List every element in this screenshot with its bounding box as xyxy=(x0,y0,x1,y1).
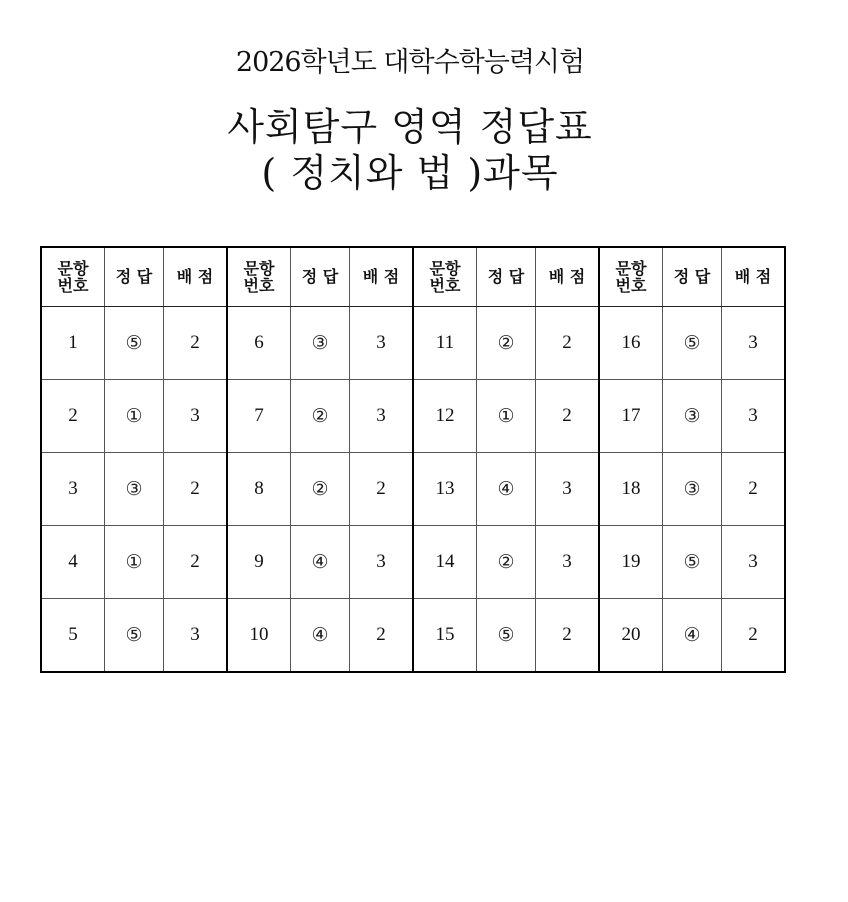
points: 2 xyxy=(536,599,600,673)
header-number: 문항 번호 xyxy=(599,247,663,307)
question-number: 14 xyxy=(413,526,477,599)
table-row xyxy=(41,526,785,599)
question-number: 5 xyxy=(41,599,105,673)
header-points: 배 점 xyxy=(164,247,228,307)
table-row xyxy=(41,307,785,380)
question-number: 9 xyxy=(227,526,291,599)
sheet-title: 사회탐구 영역 정답표 xyxy=(227,105,593,149)
points: 2 xyxy=(722,453,786,526)
question-number: 16 xyxy=(599,307,663,380)
correct-answer: ④ xyxy=(477,453,536,526)
points: 3 xyxy=(722,307,786,380)
points: 3 xyxy=(350,380,414,453)
points: 2 xyxy=(536,380,600,453)
correct-answer: ② xyxy=(291,380,350,453)
header-answer: 정 답 xyxy=(663,247,722,307)
question-number: 13 xyxy=(413,453,477,526)
exam-name: 2026학년도 대학수학능력시험 xyxy=(235,47,585,78)
header-answer: 정 답 xyxy=(291,247,350,307)
points: 3 xyxy=(350,526,414,599)
points: 3 xyxy=(722,380,786,453)
question-number: 17 xyxy=(599,380,663,453)
subject-line: ( 정치와 법 )과목 xyxy=(261,151,559,195)
header-answer: 정 답 xyxy=(105,247,164,307)
table-row xyxy=(41,599,785,673)
question-number: 19 xyxy=(599,526,663,599)
question-number: 20 xyxy=(599,599,663,673)
correct-answer: ③ xyxy=(663,453,722,526)
correct-answer: ③ xyxy=(663,380,722,453)
points: 3 xyxy=(536,526,600,599)
correct-answer: ① xyxy=(105,526,164,599)
question-number: 3 xyxy=(41,453,105,526)
question-number: 4 xyxy=(41,526,105,599)
correct-answer: ③ xyxy=(291,307,350,380)
points: 2 xyxy=(164,307,228,380)
header-points: 배 점 xyxy=(350,247,414,307)
question-number: 10 xyxy=(227,599,291,673)
question-number: 2 xyxy=(41,380,105,453)
correct-answer: ⑤ xyxy=(663,526,722,599)
answer-table xyxy=(40,246,786,673)
correct-answer: ⑤ xyxy=(105,599,164,673)
header-row xyxy=(41,247,785,307)
points: 2 xyxy=(350,453,414,526)
correct-answer: ③ xyxy=(105,453,164,526)
header-answer: 정 답 xyxy=(477,247,536,307)
correct-answer: ⑤ xyxy=(477,599,536,673)
header-number: 문항 번호 xyxy=(227,247,291,307)
correct-answer: ① xyxy=(105,380,164,453)
points: 3 xyxy=(164,380,228,453)
correct-answer: ④ xyxy=(291,526,350,599)
header-points: 배 점 xyxy=(536,247,600,307)
correct-answer: ⑤ xyxy=(663,307,722,380)
header-points: 배 점 xyxy=(722,247,786,307)
correct-answer: ⑤ xyxy=(105,307,164,380)
table-row xyxy=(41,453,785,526)
question-number: 7 xyxy=(227,380,291,453)
question-number: 11 xyxy=(413,307,477,380)
points: 2 xyxy=(350,599,414,673)
points: 2 xyxy=(722,599,786,673)
correct-answer: ② xyxy=(477,307,536,380)
question-number: 1 xyxy=(41,307,105,380)
header-number: 문항 번호 xyxy=(413,247,477,307)
correct-answer: ① xyxy=(477,380,536,453)
question-number: 12 xyxy=(413,380,477,453)
points: 2 xyxy=(164,453,228,526)
points: 3 xyxy=(350,307,414,380)
points: 3 xyxy=(164,599,228,673)
question-number: 18 xyxy=(599,453,663,526)
correct-answer: ② xyxy=(291,453,350,526)
question-number: 6 xyxy=(227,307,291,380)
points: 3 xyxy=(536,453,600,526)
correct-answer: ④ xyxy=(663,599,722,673)
points: 2 xyxy=(164,526,228,599)
correct-answer: ④ xyxy=(291,599,350,673)
points: 3 xyxy=(722,526,786,599)
question-number: 8 xyxy=(227,453,291,526)
points: 2 xyxy=(536,307,600,380)
question-number: 15 xyxy=(413,599,477,673)
table-row xyxy=(41,380,785,453)
correct-answer: ② xyxy=(477,526,536,599)
header-number: 문항 번호 xyxy=(41,247,105,307)
